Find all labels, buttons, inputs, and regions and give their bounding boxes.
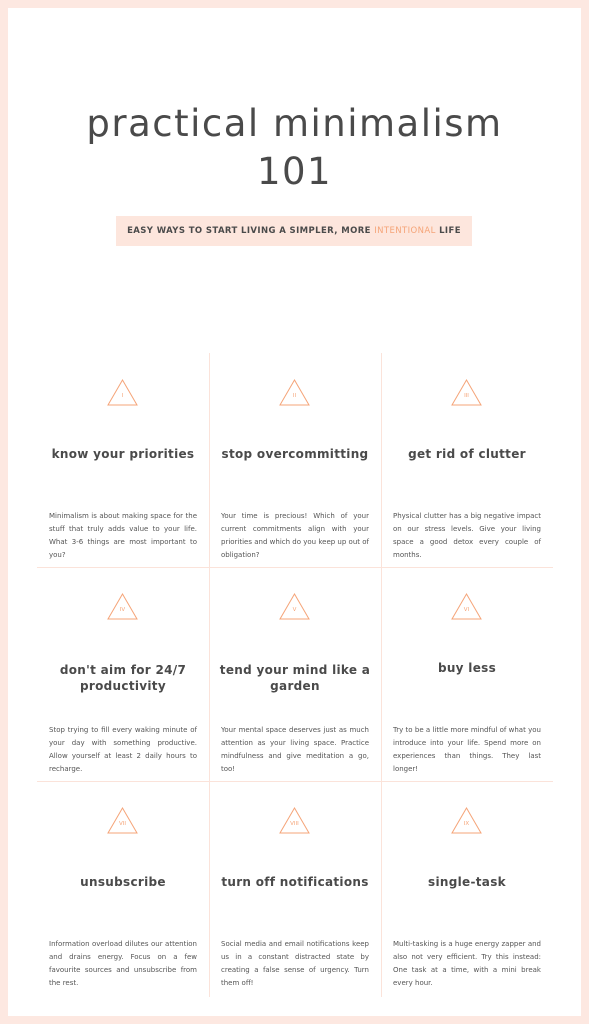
tip-numeral: VII bbox=[118, 821, 126, 827]
triangle-icon bbox=[107, 379, 138, 406]
page-title bbox=[8, 100, 581, 196]
tip-card bbox=[381, 353, 553, 567]
triangle-icon bbox=[107, 807, 138, 834]
tip-body: Information overload dilutes our attention and drains energy. Focus on a few favourite sources and unsubscribe from the rest. bbox=[49, 940, 197, 987]
tip-body: Your mental space deserves just as much attention as your living space. Practice mindfulness and give meditation a go, too! bbox=[221, 726, 369, 773]
title-line-2: 101 bbox=[256, 150, 333, 193]
tip-title: get rid of clutter bbox=[408, 447, 526, 461]
tips-grid bbox=[37, 353, 553, 997]
tip-card bbox=[381, 567, 553, 781]
tip-card bbox=[37, 353, 209, 567]
triangle-icon bbox=[451, 807, 482, 834]
tip-body: Multi-tasking is a huge energy zapper and also not very efficient. Try this instead: One task at a time, with a mini break every hour. bbox=[393, 940, 541, 987]
tip-body: Minimalism is about making space for the stuff that truly adds value to your life. What 3-6 things are most important to you? bbox=[49, 512, 197, 559]
triangle-icon bbox=[107, 593, 138, 620]
triangle-icon bbox=[451, 379, 482, 406]
subtitle-banner bbox=[116, 216, 472, 246]
tip-numeral: IX bbox=[463, 821, 470, 827]
tip-body: Your time is precious! Which of your current commitments align with your priorities and which do you keep up out of obligation? bbox=[221, 512, 369, 559]
tip-card bbox=[209, 353, 381, 567]
banner-text-end: LIFE bbox=[435, 226, 461, 236]
tip-title: know your priorities bbox=[51, 447, 195, 461]
tip-card bbox=[381, 781, 553, 995]
tip-numeral: VIII bbox=[290, 821, 299, 827]
tip-card bbox=[209, 781, 381, 995]
tip-numeral: IV bbox=[119, 607, 126, 613]
infographic-page bbox=[8, 8, 581, 1016]
tip-body: Try to be a little more mindful of what you introduce into your life. Spend more on experiences than things. They last longer! bbox=[393, 726, 541, 773]
tip-title: single-task bbox=[428, 875, 506, 889]
tip-title: don't aim for 24/7 productivity bbox=[59, 663, 187, 693]
tip-numeral: III bbox=[464, 393, 469, 399]
triangle-icon bbox=[279, 593, 310, 620]
tip-body: Social media and email notifications keep us in a constant distracted state by creating a false sense of urgency. Turn them off! bbox=[221, 940, 369, 987]
tip-numeral: I bbox=[121, 393, 124, 399]
triangle-icon bbox=[279, 807, 310, 834]
banner-accent-word: INTENTIONAL bbox=[374, 226, 436, 236]
tip-body: Stop trying to fill every waking minute of your day with something productive. Allow yourself at least 2 daily hours to recharge. bbox=[49, 726, 197, 773]
tip-title: turn off notifications bbox=[221, 875, 369, 889]
tip-numeral: V bbox=[292, 607, 297, 613]
tip-title: tend your mind like a garden bbox=[219, 663, 371, 693]
tip-numeral: II bbox=[292, 393, 297, 399]
tip-card bbox=[37, 781, 209, 995]
banner-text: EASY WAYS TO START LIVING A SIMPLER, MORE bbox=[127, 226, 375, 236]
triangle-icon bbox=[451, 593, 482, 620]
tip-body: Physical clutter has a big negative impact on our stress levels. Give your living space a good detox every couple of months. bbox=[393, 512, 541, 559]
tip-title: unsubscribe bbox=[80, 875, 166, 889]
tip-title: stop overcommitting bbox=[221, 447, 369, 461]
triangle-icon bbox=[279, 379, 310, 406]
title-line-1: practical minimalism bbox=[86, 102, 503, 145]
tip-card bbox=[37, 567, 209, 781]
tip-numeral: VI bbox=[463, 607, 470, 613]
tip-card bbox=[209, 567, 381, 781]
tip-title: buy less bbox=[437, 661, 497, 675]
